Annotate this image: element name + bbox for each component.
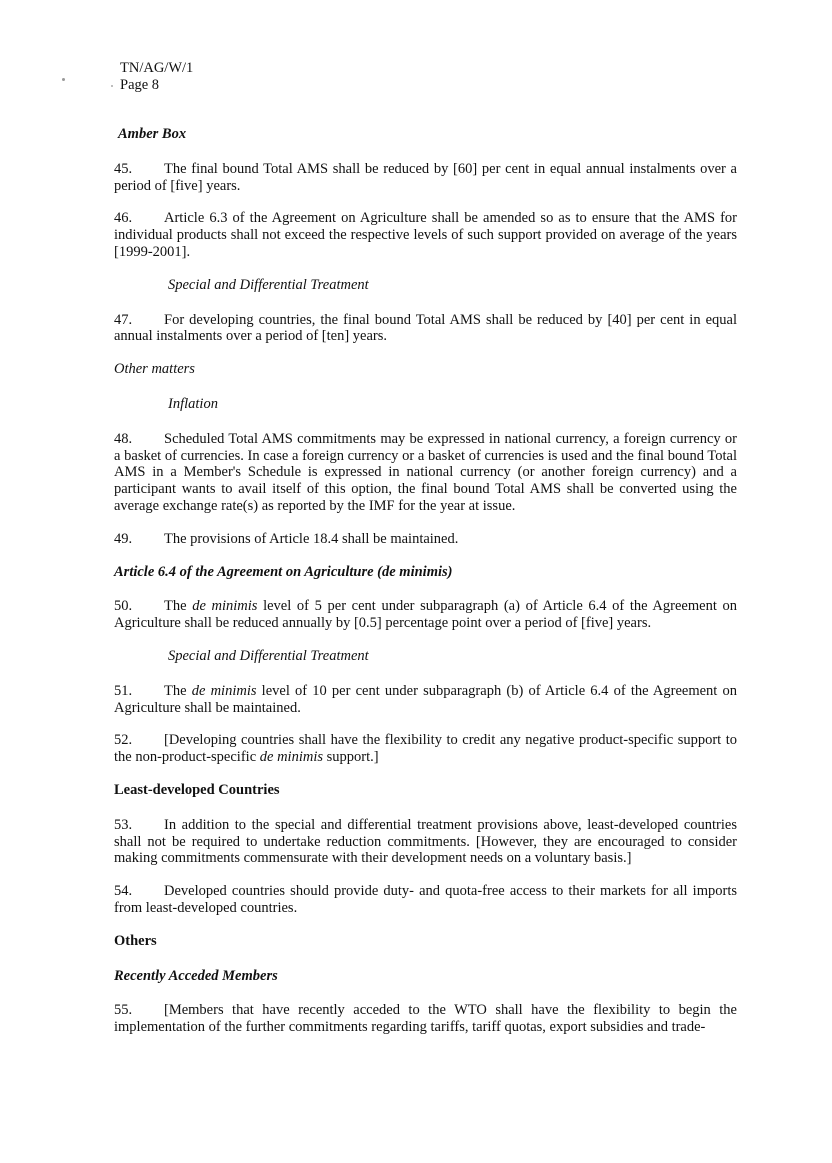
heading-other-matters: Other matters	[114, 361, 195, 378]
paragraph-49	[114, 531, 737, 548]
page-number: Page 8	[120, 77, 160, 93]
paragraph-number: 53.	[114, 816, 133, 833]
paragraph-text: support.]	[323, 749, 379, 766]
paragraph-text: The	[164, 682, 192, 699]
paragraph-number: 49.	[114, 530, 133, 547]
paragraph-54	[114, 883, 737, 917]
paragraph-number: 48.	[114, 430, 133, 447]
paragraph-number: 51.	[114, 682, 133, 699]
paragraph-48	[114, 431, 737, 515]
heading-article-6-4: Article 6.4 of the Agreement on Agriculture (de minimis)	[114, 563, 453, 580]
document-body	[114, 126, 737, 1036]
paragraph-number: 46.	[114, 210, 133, 227]
paragraph-text: Article 6.3 of the Agreement on Agriculture shall be amended so as to ensure that the AMS for individual products shall not exceed the respective levels of such support provided on average of the years [1999-2001].	[114, 210, 737, 260]
paragraph-51	[114, 683, 737, 717]
paragraph-text: [Members that have recently acceded to the WTO shall have the flexibility to begin the implementation of the further commitments regarding tariffs, tariff quotas, export subsidies and trade-	[114, 1002, 737, 1036]
paragraph-text: The provisions of Article 18.4 shall be maintained.	[164, 530, 459, 547]
paragraph-47	[114, 312, 737, 346]
paragraph-text: level of 5 per cent under subparagraph (a) of Article 6.4 of the Agreement on Agriculture shall be reduced annually by [0.5] percentage point over a period of [five] years.	[114, 598, 737, 632]
paragraph-text: [Developing countries shall have the flexibility to credit any negative product-specific support to the non-product-specific	[114, 732, 737, 766]
paragraph-text: The final bound Total AMS shall be reduced by [60] per cent in equal annual instalments over a period of [five] years.	[114, 160, 737, 194]
subheading-special-differential-treatment: Special and Differential Treatment	[168, 276, 369, 293]
heading-least-developed-countries: Least-developed Countries	[114, 781, 280, 798]
paragraph-number: 52.	[114, 732, 133, 749]
heading-recently-acceded-members: Recently Acceded Members	[114, 967, 278, 984]
paragraph-text: For developing countries, the final bound Total AMS shall be reduced by [40] per cent in equal annual instalments over a period of [ten] years.	[114, 311, 737, 345]
paragraph-55	[114, 1002, 737, 1036]
paragraph-text: Scheduled Total AMS commitments may be expressed in national currency, a foreign currency or a basket of currencies. In case a foreign currency or a basket of currencies is used and the final bound Total AMS in a Member's Schedule is expressed in national currency (or another foreign currency) and a participant wants to avail itself of this option, the final bound Total AMS shall be converted using the average exchange rate(s) as reported by the IMF for the year at issue.	[114, 430, 737, 514]
emphasis-de-minimis: de minimis	[191, 682, 257, 699]
paragraph-50	[114, 598, 737, 632]
scan-speck	[62, 78, 65, 81]
paragraph-number: 47.	[114, 311, 133, 328]
paragraph-text: Developed countries should provide duty- and quota-free access to their markets for all imports from least-developed countries.	[114, 883, 737, 916]
emphasis-de-minimis: de minimis	[259, 749, 323, 766]
paragraph-53	[114, 817, 737, 867]
paragraph-45	[114, 161, 737, 195]
scan-speck	[111, 85, 113, 87]
paragraph-number: 45.	[114, 160, 133, 177]
paragraph-number: 55.	[114, 1002, 133, 1019]
emphasis-de-minimis: de minimis	[192, 598, 258, 615]
heading-others: Others	[114, 932, 157, 949]
subheading-inflation: Inflation	[168, 395, 218, 412]
page-header	[120, 60, 193, 94]
paragraph-number: 50.	[114, 598, 133, 615]
paragraph-text: level of 10 per cent under subparagraph (b) of Article 6.4 of the Agreement on Agriculture shall be maintained.	[114, 682, 738, 716]
paragraph-text: In addition to the special and differential treatment provisions above, least-developed countries shall not be required to undertake reduction commitments. [However, they are encouraged to consider making commitments commensurate with their development needs on a voluntary basis.]	[114, 816, 737, 867]
heading-amber-box: Amber Box	[118, 126, 187, 142]
subheading-special-differential-treatment: Special and Differential Treatment	[168, 647, 369, 664]
paragraph-number: 54.	[114, 883, 133, 900]
paragraph-52	[114, 732, 737, 766]
document-symbol: TN/AG/W/1	[120, 60, 194, 76]
paragraph-46	[114, 210, 737, 260]
paragraph-text: The	[164, 598, 193, 615]
